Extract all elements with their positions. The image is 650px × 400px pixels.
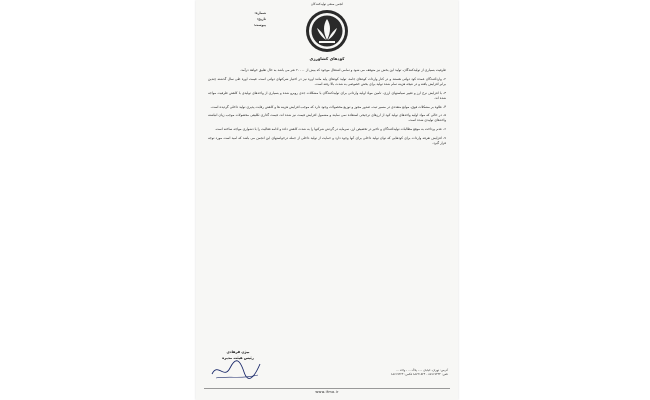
letter-body [208,68,446,150]
body-paragraph: ۲- واردکنندگان عمده کود دولتی هستند و در کنار واردات کودهای جامد، تولید کودهای پایه مانند اوره نیز در اختیار شرکتهای دولتی است. قیمت اوره طی سال گذشته چندین برابر افزایش یافته و در نتیجه هزینه تمام شده تولید برای بخش خصوصی به شدت بالا رفته است. [208,76,446,86]
footer-contact [266,368,448,377]
org-subtitle: کودهای کشاورزی [309,56,345,61]
footer-website: www.ifma.ir [315,390,339,394]
meta-date: تاریخ: [257,17,266,21]
letter-meta [206,10,266,28]
body-paragraph: ۵- در حالی که مواد اولیه واحدهای تولید کود از ارزهای ترجیحی استفاده نمی نمایند و مشمول افزایش قیمت نیز شده اند، قیمت گذاری تکلیفی محصولات موجب زیان انباشته واحدهای تولیدی شده است. [208,113,446,123]
body-paragraph: ۷- افزایش تعرفه واردات برای کودهایی که توان تولید داخلی برای آنها وجود دارد و حمایت از تولید داخلی از جمله درخواستهای این انجمن می باشد که امید است مورد توجه قرار گیرد. [208,135,446,146]
signer-name: بیژن فرهادی [226,350,250,354]
footer-divider [204,388,450,389]
body-paragraph: ۴- علاوه بر مشکلات فوق، موانع متعددی در مسیر ثبت، صدور مجوز و توزیع محصولات وجود دارد که موجب افزایش هزینه ها و کاهش رقابت پذیری تولید داخلی گردیده است. [210,104,446,109]
org-name: انجمن صنفی تولیدکنندگان [310,2,344,6]
meta-number: شماره: [254,11,266,15]
body-paragraph: ظرفیت بسیاری از تولیدکنندگان، تولید این بخش نیز متوقف می شود و تمامی اشتغال موجود که بیش از ۲۰۰۰۰ نفر می باشد به حال تعلیق خواهد درآمد. [240,68,446,72]
logo-emblem-icon [303,4,351,58]
body-paragraph: ۳- با افزایش نرخ ارز و تغییر سیاستهای ارزی، تامین مواد اولیه وارداتی برای تولیدکنندگان با مشکلات جدی روبرو شده و بسیاری از واحدهای تولیدی با کاهش ظرفیت مواجه شده اند. [208,90,446,100]
letter-page [196,0,458,400]
org-logo [303,4,351,58]
meta-attachment: پیوست: [253,23,266,27]
footer-phone: تلفن: ۸۸۷۱۹۳۳۴ - ۸۸۷۲۱۵۲۴ فکس: ۸۸۷۱۹۲۲۴ [391,372,448,377]
body-paragraph: ۶- عدم پرداخت به موقع مطالبات تولیدکنندگان و تاخیر در تخصیص ارز، سرمایه در گردش شرکتها را به شدت کاهش داده و ادامه فعالیت را با دشواری مواجه ساخته است. [214,127,446,132]
footer-address: آدرس: تهران، خیابان ... ، پلاک ... ، واحد ... [396,368,448,372]
signer-title: رئیس هیئت مدیره [222,356,254,360]
signature-block [208,350,268,360]
